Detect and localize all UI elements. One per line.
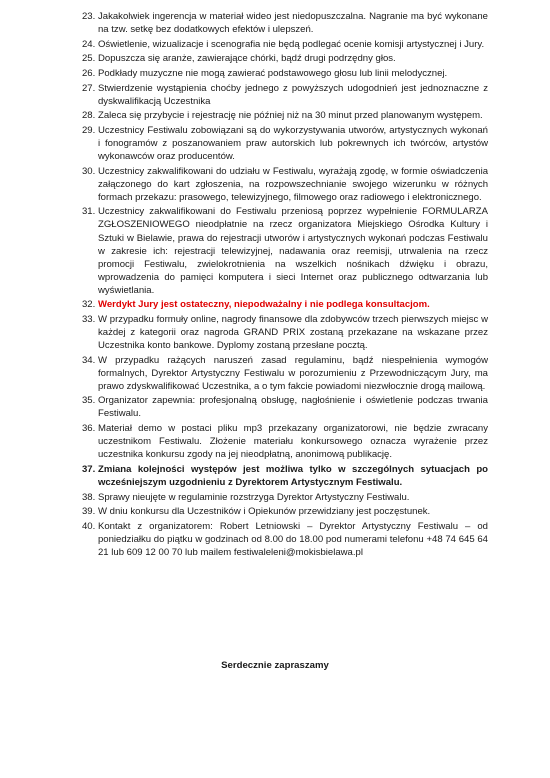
rule-number: 39. xyxy=(82,506,96,518)
rule-item xyxy=(82,491,488,504)
rule-text: W przypadku formuły online, nagrody finansowe dla zdobywców trzech pierwszych miejsc w każdej z kategorii oraz nagroda GRAND PRIX zostaną przekazane na wskazane przez Uczestnika konto bankowe. Dyplomy zostaną przesłane pocztą. xyxy=(98,313,488,352)
rule-number: 38. xyxy=(82,491,96,503)
rule-text: Uczestnicy zakwalifikowani do Festiwalu przeniosą poprzez wypełnienie FORMULARZA ZGŁOSZENIOWEGO nieodpłatnie na rzecz organizatora Miejskiego Ośrodka Kultury i Sztuki w Bielawie, prawa do rejestracji utworów i artystycznych wykonań podczas Festiwalu w zakresie ich: rejestracji telewizyjnej, nadawania oraz reemisji, utrwalenia na rzecz promocji Festiwalu, zwielokrotnienia na wszelkich nośnikach dźwięku i obrazu, wprowadzenia do pamięci komputera i sieci Internet oraz publicznego odtwarzania lub wyświetlania. xyxy=(98,206,488,296)
rule-number: 29. xyxy=(82,124,96,136)
rule-number: 37. xyxy=(82,463,96,475)
rule-item xyxy=(82,38,488,51)
rule-number: 23. xyxy=(82,11,96,22)
rule-text: Organizator zapewnia: profesjonalną obsługę, nagłośnienie i oświetlenie podczas trwania Festiwalu. xyxy=(98,395,488,420)
rule-item xyxy=(82,52,488,65)
rule-text: Uczestnicy zakwalifikowani do udziału w Festiwalu, wyrażają zgodę, w formie oświadczenia załączonego do kart zgłoszenia, na rozpowszechnianie swojego wizerunku w różnych formach przekazu: prasowego, telewizyjnego, filmowego oraz radiowego i elektronicznego. xyxy=(98,165,488,203)
rule-number: 36. xyxy=(82,423,96,435)
closing-text: Serdecznie zapraszamy xyxy=(221,660,329,671)
rule-item xyxy=(82,124,488,163)
rule-item xyxy=(82,109,488,122)
rule-text: Uczestnicy Festiwalu zobowiązani są do wykorzystywania utworów, artystycznych wykonań i fonogramów z poszanowaniem praw autorskich lub pokrewnych ich twórców, artystów wykonawców oraz producentów. xyxy=(98,124,488,163)
rule-item xyxy=(82,463,488,489)
rule-item xyxy=(82,422,488,461)
rule-item xyxy=(82,520,488,559)
rule-item xyxy=(82,298,488,311)
rule-item xyxy=(82,354,488,393)
rule-number: 24. xyxy=(82,38,96,50)
rule-number: 32. xyxy=(82,299,96,311)
rule-item xyxy=(82,505,488,518)
rule-number: 28. xyxy=(82,110,96,122)
rule-text: Sprawy nieujęte w regulaminie rozstrzyga Dyrektor Artystyczny Festiwalu. xyxy=(98,491,410,503)
rules-list xyxy=(82,10,488,559)
rule-text: Stwierdzenie wystąpienia choćby jednego z powyższych udogodnień jest jednoznaczne z dyskwalifikacją Uczestnika xyxy=(98,82,488,107)
rule-text: Zaleca się przybycie i rejestrację nie później niż na 30 minut przed planowanym występem. xyxy=(98,110,483,122)
rule-text: W przypadku rażących naruszeń zasad regulaminu, bądź niespełnienia wymogów formalnych, Dyrektor Artystyczny Festiwalu w porozumieniu z Przewodniczącym Jury, ma prawo zdyskwalifikować Uczestnika, a o tym fakcie powiadomi niezwłocznie drogą mailową. xyxy=(98,354,488,392)
rule-item xyxy=(82,394,488,420)
rule-text: Podkłady muzyczne nie mogą zawierać podstawowego głosu lub linii melodycznej. xyxy=(98,67,448,79)
rule-item xyxy=(82,313,488,352)
rule-text: Jakakolwiek ingerencja w materiał wideo jest niedopuszczalna. Nagranie ma być wykonane na tzw. setkę bez dodatkowych efektów i ulepszeń. xyxy=(98,11,488,36)
rule-text: W dniu konkursu dla Uczestników i Opiekunów przewidziany jest poczęstunek. xyxy=(98,506,431,518)
rule-item xyxy=(82,205,488,296)
rule-number: 26. xyxy=(82,67,96,79)
rule-text: Oświetlenie, wizualizacje i scenografia nie będą podlegać ocenie komisji artystycznej i Jury. xyxy=(98,38,485,50)
rule-number: 33. xyxy=(82,313,96,325)
rule-item xyxy=(82,67,488,80)
rule-number: 27. xyxy=(82,82,96,94)
rule-item xyxy=(82,165,488,204)
rule-number: 35. xyxy=(82,395,96,407)
rule-number: 34. xyxy=(82,354,96,366)
rule-item xyxy=(82,10,488,36)
rule-number: 25. xyxy=(82,53,96,65)
rule-item xyxy=(82,82,488,108)
rule-number: 40. xyxy=(82,520,96,532)
rule-text: Zmiana kolejności występów jest możliwa tylko w szczególnych sytuacjach po wcześniejszym uzgodnieniu z Dyrektorem Artystycznym Festiwalu. xyxy=(98,463,488,488)
rule-text: Materiał demo w postaci pliku mp3 przekazany organizatorowi, nie będzie zwracany uczestnikom Festiwalu. Złożenie materiału konkursowego oznacza wyrażenie przez uczestnika konkursu zgody na jej nieodpłatną, anonimową publikację. xyxy=(98,423,488,461)
rule-text: Werdykt Jury jest ostateczny, niepodważalny i nie podlega konsultacjom. xyxy=(98,299,430,311)
rule-text: Kontakt z organizatorem: Robert Letniowski – Dyrektor Artystyczny Festiwalu – od poniedziałku do piątku w godzinach od 8.00 do 18.00 pod numerami telefonu +48 74 645 64 21 lub 609 12 00 70 lub mailem festiwaleleni@mokisbielawa.pl xyxy=(98,520,488,558)
rule-number: 31. xyxy=(82,206,96,218)
rule-text: Dopuszcza się aranże, zawierające chórki, bądź drugi podrzędny głos. xyxy=(98,53,396,65)
rule-number: 30. xyxy=(82,165,96,177)
